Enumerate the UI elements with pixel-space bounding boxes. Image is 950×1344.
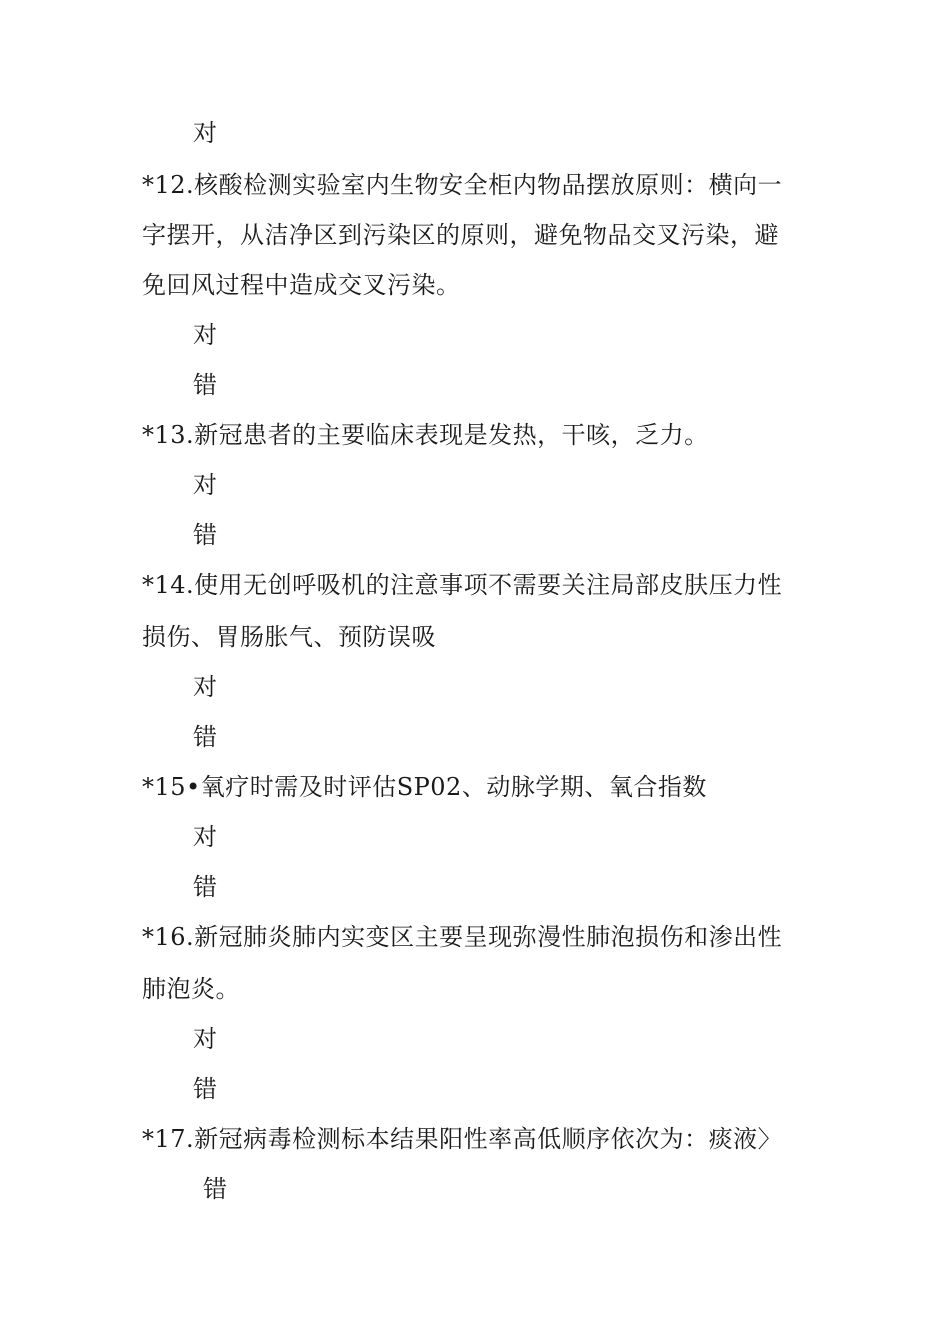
question-text: *14.使用无创呼吸机的注意事项不需要关注局部皮肤压力性 bbox=[142, 571, 783, 599]
option-true[interactable]: 对 bbox=[193, 823, 217, 851]
option-false[interactable]: 错 bbox=[193, 723, 217, 751]
option-false[interactable]: 错 bbox=[193, 873, 217, 901]
question-text: 肺泡炎。 bbox=[142, 975, 240, 1003]
option-true[interactable]: 对 bbox=[193, 471, 217, 499]
option-true[interactable]: 对 bbox=[193, 1025, 217, 1053]
question-text: 损伤、胃肠胀气、预防误吸 bbox=[142, 623, 436, 651]
question-text: 字摆开，从洁净区到污染区的原则，避免物品交叉污染，避 bbox=[142, 221, 779, 249]
option-false[interactable]: 错 bbox=[193, 521, 217, 549]
option-true[interactable]: 对 bbox=[193, 321, 217, 349]
option-true[interactable]: 对 bbox=[193, 673, 217, 701]
question-text: *17.新冠病毒检测标本结果阳性率高低顺序依次为：痰液〉 bbox=[142, 1125, 783, 1153]
question-text: *16.新冠肺炎肺内实变区主要呈现弥漫性肺泡损伤和渗出性 bbox=[142, 923, 783, 951]
question-text: *15•氧疗时需及时评估SP02、动脉学期、氧合指数 bbox=[142, 773, 707, 801]
question-text: *12.核酸检测实验室内生物安全柜内物品摆放原则：横向一 bbox=[142, 171, 783, 199]
question-text: 免回风过程中造成交叉污染。 bbox=[142, 271, 461, 299]
question-text: *13.新冠患者的主要临床表现是发热，干咳，乏力。 bbox=[142, 421, 709, 449]
option-false[interactable]: 错 bbox=[203, 1175, 227, 1203]
option-true[interactable]: 对 bbox=[193, 119, 217, 147]
option-false[interactable]: 错 bbox=[193, 1075, 217, 1103]
option-false[interactable]: 错 bbox=[193, 371, 217, 399]
